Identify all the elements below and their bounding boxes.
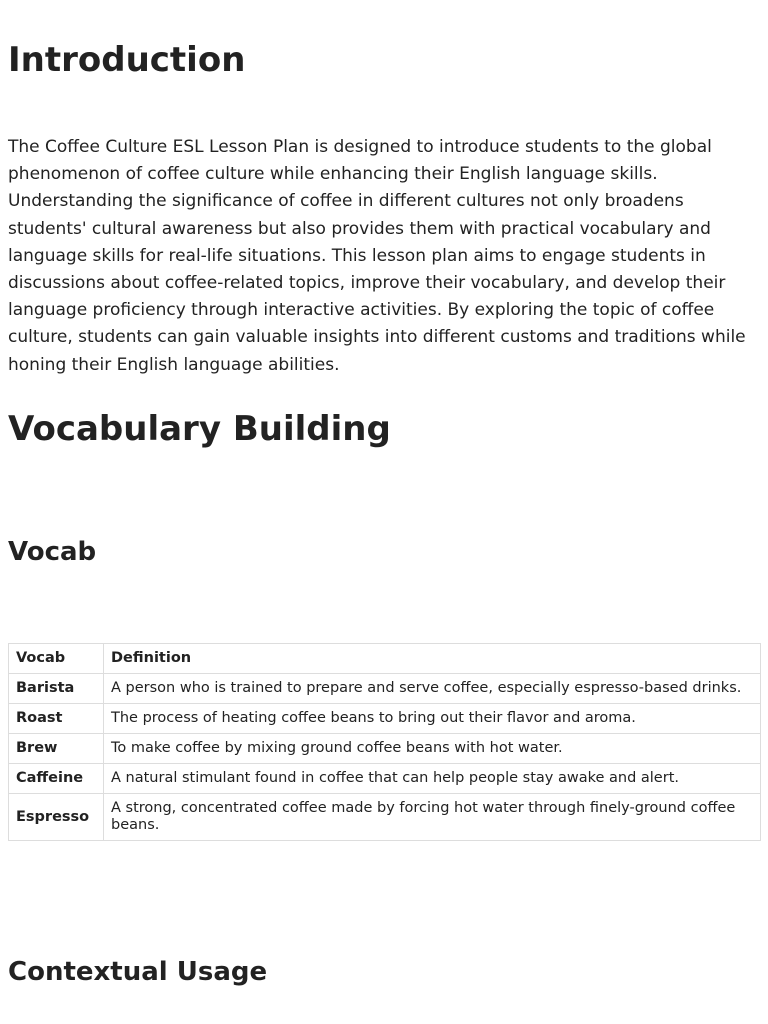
vocab-definition: A person who is trained to prepare and serve coffee, especially espresso-based drinks. (104, 674, 761, 704)
introduction-paragraph: The Coffee Culture ESL Lesson Plan is designed to introduce students to the global phenomenon of coffee culture while enhancing their English language skills. Understanding the significance of coffee in different cultures not only broadens students' cultural awareness but also provides them with practical vocabulary and language skills for real-life situations. This lesson plan aims to engage students in discussions about coffee-related topics, improve their vocabulary, and develop their language proficiency through interactive activities. By exploring the topic of coffee culture, students can gain valuable insights into different customs and traditions while honing their English language abilities. (8, 137, 746, 375)
introduction-heading: Introduction (8, 40, 246, 80)
table-row (9, 704, 761, 734)
vocab-term: Brew (9, 734, 104, 764)
vocab-term: Caffeine (9, 764, 104, 794)
vocab-definition: The process of heating coffee beans to bring out their flavor and aroma. (104, 704, 761, 734)
vocab-table (8, 643, 761, 841)
vocab-definition: A natural stimulant found in coffee that can help people stay awake and alert. (104, 764, 761, 794)
vocabulary-building-heading: Vocabulary Building (8, 409, 391, 449)
vocab-heading: Vocab (8, 537, 97, 567)
vocab-definition: To make coffee by mixing ground coffee beans with hot water. (104, 734, 761, 764)
table-row (9, 674, 761, 704)
vocab-term: Barista (9, 674, 104, 704)
table-row (9, 764, 761, 794)
table-row (9, 734, 761, 764)
vocab-term: Espresso (9, 794, 104, 841)
column-header-vocab: Vocab (9, 644, 104, 674)
table-header-row (9, 644, 761, 674)
table-row (9, 794, 761, 841)
vocab-term: Roast (9, 704, 104, 734)
contextual-usage-heading: Contextual Usage (8, 957, 268, 987)
column-header-definition: Definition (104, 644, 761, 674)
vocab-definition: A strong, concentrated coffee made by forcing hot water through finely-ground coffee beans. (104, 794, 761, 841)
